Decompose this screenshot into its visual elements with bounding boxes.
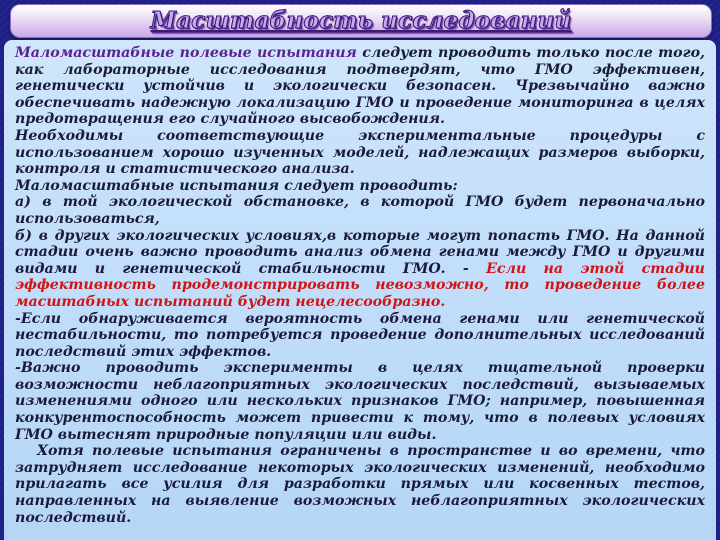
slide-title: Масштабность исследований xyxy=(150,7,572,34)
list-item-a: а) в той экологической обстановке, в которой ГМО будет первоначально использоваться, xyxy=(15,194,705,227)
paragraph-small-scale-trials xyxy=(15,45,705,128)
paragraph-text: следует проводить только после того, как лабораторные исследования подтвердят, что ГМО эффективен, генетически устойчив и экологически безопасен. Чрезвычайно важно обеспечивать надежную локализацию ГМО и проведение мониторинга в целях предотвращения его случайного высвобождения. xyxy=(15,45,706,128)
list-item-b xyxy=(15,228,705,311)
title-bar xyxy=(10,4,712,38)
paragraph-text: б) в других экологических условиях,в которые могут попасть ГМО. На данной стадии очень важно проводить анализ обмена генами между ГМО и другими видами и генетической стабильности ГМО. - xyxy=(15,227,705,277)
paragraph-procedures: Необходимы соответствующие экспериментальные процедуры с использованием хорошо изученных моделей, надлежащих размеров выборки, контроля и статистического анализа. xyxy=(15,127,705,178)
paragraph-field-trials-limits: Хотя полевые испытания ограничены в пространстве и во времени, что затрудняет исследование некоторых экологических изменений, необходимо прилагать все усилия для разработки прямых или косвенных тестов, направленных на выявление возможных неблагоприятных экологических последствий. xyxy=(15,443,705,526)
paragraph-experiments: -Важно проводить эксперименты в целях тщательной проверки возможности неблагоприятных экологических последствий, вызываемых изменениями одного или нескольких признаков ГМО; например, повышенная конкурентоспособность может привести к тому, что в полевых условиях ГМО вытеснят природные популяции или виды. xyxy=(15,360,705,443)
warning-highlight: Если на этой стадии эффективность продемонстрировать невозможно, то проведение более масштабных испытаний будет нецелесообразно. xyxy=(15,260,705,310)
paragraph-gene-exchange: -Если обнаруживается вероятность обмена генами или генетической нестабильности, то потребуется проведение дополнительных исследований последствий этих эффектов. xyxy=(15,310,705,360)
lead-term: Маломасштабные полевые испытания xyxy=(15,45,357,61)
content-panel xyxy=(4,40,716,540)
paragraph-conditions-intro: Маломасштабные испытания следует проводить: xyxy=(15,177,458,194)
